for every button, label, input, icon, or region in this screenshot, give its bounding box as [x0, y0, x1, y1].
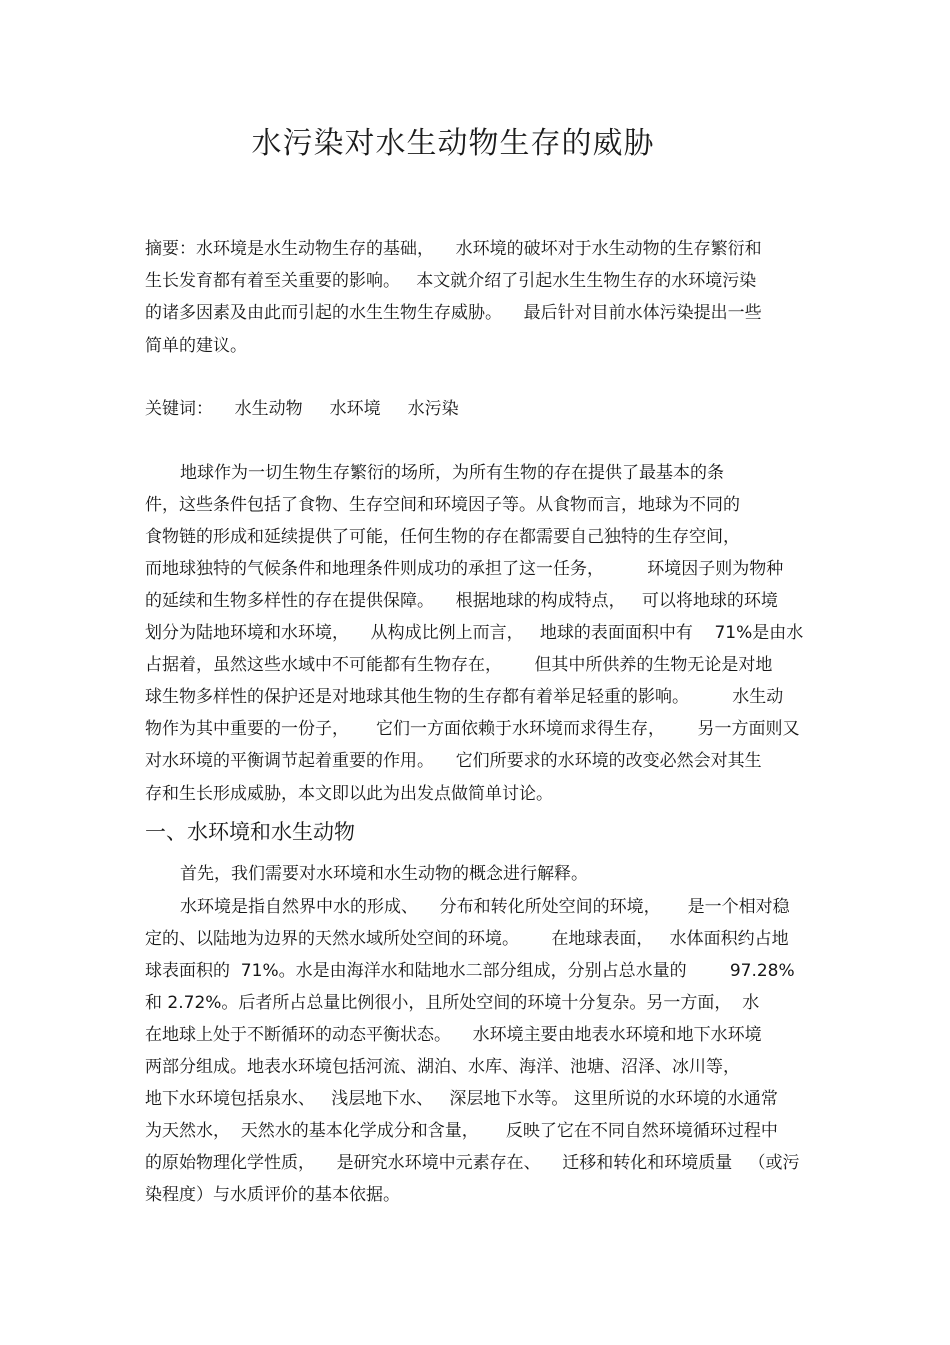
section-p2-line-1: 水环境是指自然界中水的形成、 分布和转化所处空间的环境， 是一个相对稳 [180, 897, 790, 917]
abstract-line-2: 生长发育都有着至关重要的影响。 本文就介绍了引起水生生物生存的水环境污染 [145, 271, 757, 291]
document-title: 水污染对水生动物生存的威胁 [251, 126, 655, 161]
section-p2-line-3: 球表面积的 71%。水是由海洋水和陆地水二部分组成，分别占总水量的 97.28% [145, 961, 795, 981]
intro-line-3: 食物链的形成和延续提供了可能，任何生物的存在都需要自己独特的生存空间， [145, 527, 740, 547]
intro-line-2: 件，这些条件包括了食物、生存空间和环境因子等。从食物而言，地球为不同的 [145, 495, 740, 515]
intro-line-8: 球生物多样性的保护还是对地球其他生物的生存都有着举足轻重的影响。 水生动 [145, 687, 784, 707]
section-p2-line-7: 地下水环境包括泉水、 浅层地下水、 深层地下水等。 这里所说的水环境的水通常 [145, 1089, 778, 1109]
intro-line-5: 的延续和生物多样性的存在提供保障。 根据地球的构成特点， 可以将地球的环境 [145, 591, 778, 611]
section-heading: 一、水环境和水生动物 [145, 820, 355, 844]
section-p1-line: 首先，我们需要对水环境和水生动物的概念进行解释。 [180, 864, 588, 884]
section-p2-line-8: 为天然水， 天然水的基本化学成分和含量， 反映了它在不同自然环境循环过程中 [145, 1121, 778, 1141]
abstract-line-4: 简单的建议。 [145, 336, 247, 356]
intro-line-4: 而地球独特的气候条件和地理条件则成功的承担了这一任务， 环境因子则为物种 [145, 559, 784, 579]
abstract-line-3: 的诸多因素及由此而引起的水生生物生存威胁。 最后针对目前水体污染提出一些 [145, 303, 762, 323]
section-p2-line-5: 在地球上处于不断循环的动态平衡状态。 水环境主要由地表水环境和地下水环境 [145, 1025, 762, 1045]
intro-line-7: 占据着，虽然这些水域中不可能都有生物存在， 但其中所供养的生物无论是对地 [145, 655, 773, 675]
section-p2-line-2: 定的、以陆地为边界的天然水域所处空间的环境。 在地球表面， 水体面积约占地 [145, 929, 789, 949]
intro-line-1: 地球作为一切生物生存繁衍的场所，为所有生物的存在提供了最基本的条 [180, 463, 724, 483]
section-p2-line-9: 的原始物理化学性质， 是研究水环境中元素存在、 迁移和转化和环境质量 （或污 [145, 1153, 800, 1173]
abstract-line-1: 摘要：水环境是水生动物生存的基础， 水环境的破坏对于水生动物的生存繁衍和 [145, 239, 762, 259]
intro-line-9: 物作为其中重要的一份子， 它们一方面依赖于水环境而求得生存， 另一方面则又 [145, 719, 800, 739]
keywords-line: 关键词： 水生动物 水环境 水污染 [145, 399, 459, 419]
intro-line-6: 划分为陆地环境和水环境， 从构成比例上而言， 地球的表面面积中有 71%是由水 [145, 623, 804, 643]
section-p2-line-4: 和 2.72%。后者所占总量比例很小，且所处空间的环境十分复杂。另一方面， 水 [145, 993, 760, 1013]
section-p2-line-6: 两部分组成。地表水环境包括河流、湖泊、水库、海洋、池塘、沼泽、冰川等， [145, 1057, 740, 1077]
intro-line-11: 存和生长形成威胁，本文即以此为出发点做简单讨论。 [145, 784, 553, 804]
section-p2-line-10: 染程度）与水质评价的基本依据。 [145, 1185, 400, 1205]
intro-line-10: 对水环境的平衡调节起着重要的作用。 它们所要求的水环境的改变必然会对其生 [145, 751, 762, 771]
